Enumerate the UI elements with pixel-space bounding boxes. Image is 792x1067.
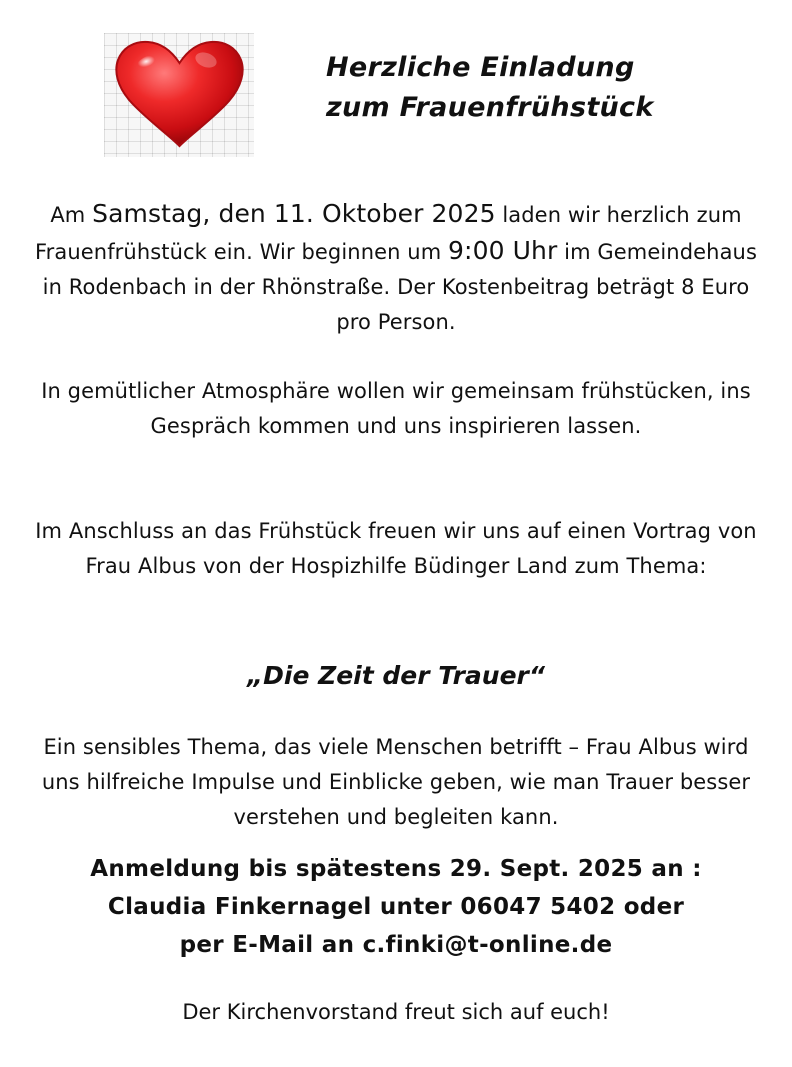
title-line-2: zum Frauenfrühstück xyxy=(326,92,654,123)
topic-description: Ein sensibles Thema, das viele Menschen betrifft – Frau Albus wird uns hilfreiche Impulse und Einblicke geben, wie man Trauer besser verstehen und begleiten kann. xyxy=(41,735,751,829)
registration-line-3: per E-Mail an c.finki@t-online.de xyxy=(179,932,613,958)
registration-line-1: Anmeldung bis spätestens 29. Sept. 2025 an : xyxy=(90,856,702,882)
lead-end-text: im Gemeindehaus in Rodenbach in der Rhönstraße. Der Kostenbeitrag beträgt 8 Euro pro Person. xyxy=(42,240,757,334)
heart-image xyxy=(104,33,254,157)
event-time: 9:00 Uhr xyxy=(448,236,558,265)
invitation-title xyxy=(326,48,726,128)
lead-start-text: Am xyxy=(50,203,93,227)
lecture-paragraph: Im Anschluss an das Frühstück freuen wir uns auf einen Vortrag von Frau Albus von der Hospizhilfe Büdinger Land zum Thema: xyxy=(35,519,757,578)
heart-icon xyxy=(112,38,247,152)
atmosphere-paragraph: In gemütlicher Atmosphäre wollen wir gemeinsam frühstücken, ins Gespräch kommen und uns inspirieren lassen. xyxy=(41,379,751,438)
lead-middle-text: laden wir herzlich zum Frauenfrühstück ein. Wir beginnen um xyxy=(35,203,742,264)
registration-info xyxy=(30,850,762,964)
closing-text: Der Kirchenvorstand freut sich auf euch! xyxy=(182,1000,610,1024)
topic-title: „Die Zeit der Trauer“ xyxy=(247,661,545,690)
registration-line-2: Claudia Finkernagel unter 06047 5402 oder xyxy=(107,894,685,920)
title-line-1: Herzliche Einladung xyxy=(326,52,635,83)
event-details xyxy=(30,196,762,340)
event-date: Samstag, den 11. Oktober 2025 xyxy=(92,199,496,228)
